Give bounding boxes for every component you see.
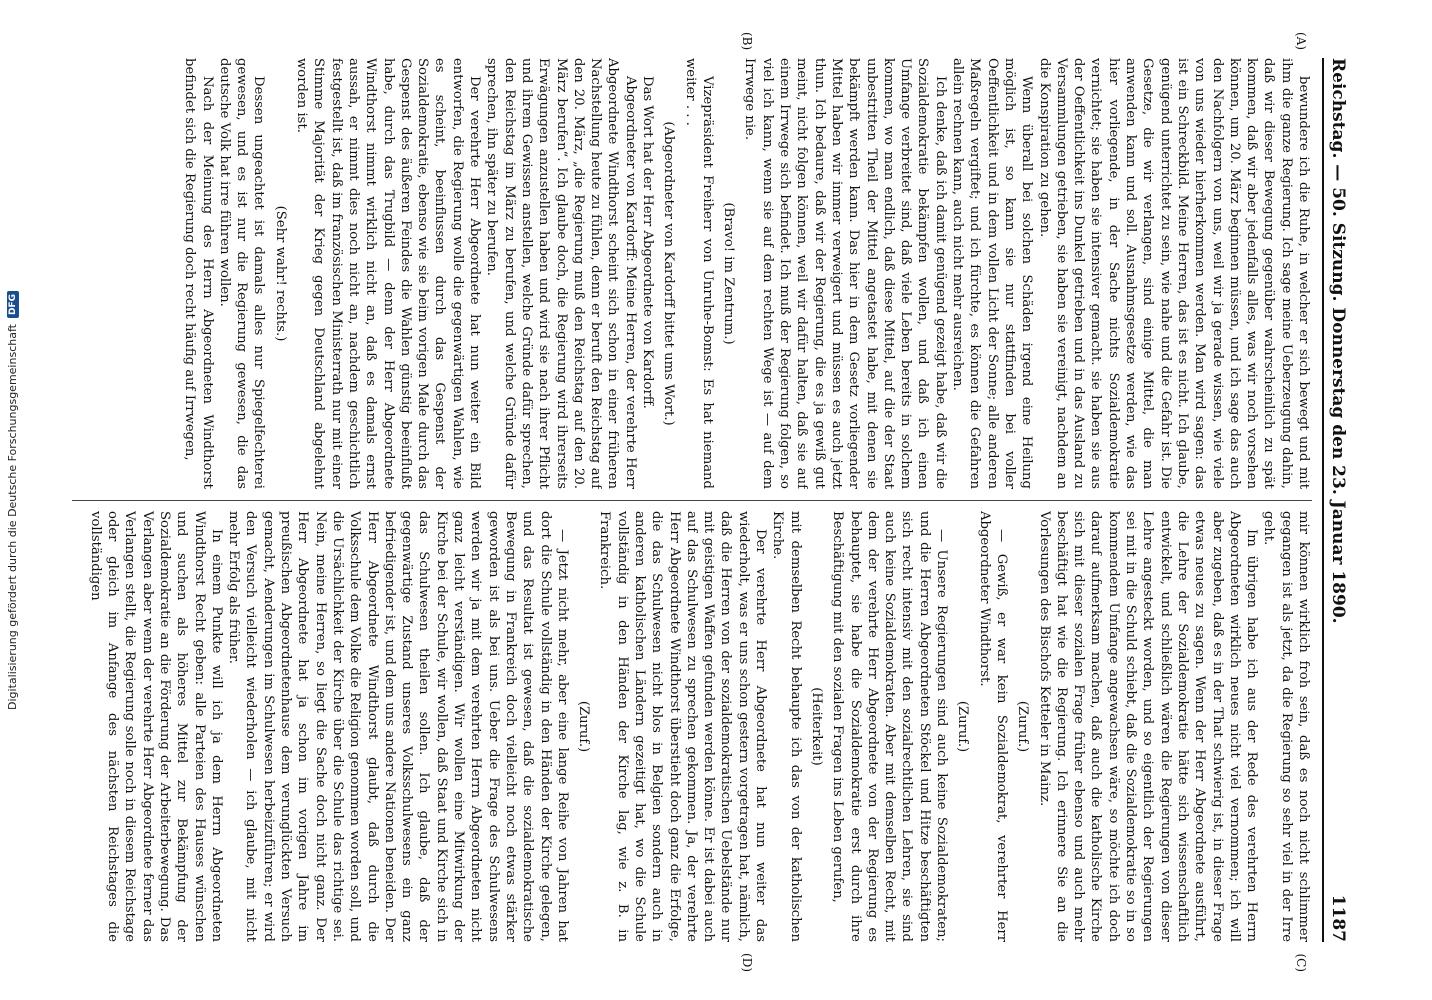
- paragraph: Der verehrte Herr Abgeordnete hat nun weiter das wiederholt, was er uns schon gestern vorgetragen hat, nämlich, daß die Herren von der sozialdemokratischen Uebelstände nur mit geistigen Waffen gefunden werden könne. Er ist dabei auch auf das Schulwesen zu sprechen gekommen. Ja, der verehrte Herr Abgeordnete Windthorst überstieht doch ganz die Erfolge, die das Schulwesen nicht blos in Belgien sondern auch in anderen katholischen Ländern gezeitigt hat, wo die Schule vollständig in den Händen der Kirche lag, wie z. B. in Frankreich.: [597, 511, 769, 942]
- speaker-paragraph: Vizepräsident Freiherr von Unruhe-Bomst: Es hat niemand weiter . . .: [682, 58, 715, 489]
- interjection: (Heiterkeit): [808, 687, 824, 766]
- header-title: Reichstag. — 50. Sitzung. Donnerstag den 23. Januar 1890.: [1328, 58, 1348, 624]
- speaker-paragraph: Abgeordneter von Kardorff: Meine Herren, der verehrte Herr Abgeordnete Windthorst scheint sich schon in einer früheren Nachstellung heute zu fühlen, denn er beruft den Reichstag auf den 20. März, „die Regierung muß den Reichstag auf den 20. März berufen“. Ich glaube doch, die Regierung wird ihrerseits Erwägungen anzustellen haben und wird sie nach ihrer Pflicht und ihrem Gewissen anstellen, welche Gründe dafür sprechen, den Reichstag im März zu berufen, und welche Gründe dafür sprechen, ihn später zu berufen.: [484, 58, 638, 489]
- marker-b: (B): [740, 32, 754, 51]
- interjection: (Zuruf.): [576, 700, 592, 753]
- paragraph: In einem Punkte will ich ja dem Herrn Abgeordneten Windthorst Recht geben: alle Parteien des Hauses wünschen und suchen als höheres Mittel zur Bekämpfung der Sozialdemokratie an die Förderung der Arbeiterbewegung. Das Verlangen aber wenn der verehrte Herr Abgeordnete ferner das Verlangen stellt, die Regierung solle noch in diesem Reichstage oder gleich im Anfange des nächsten Reichstages die vollständigen: [87, 511, 224, 942]
- page-number: 1187: [1328, 894, 1348, 942]
- paragraph: Im übrigen habe ich aus der Rede des verehrten Herrn Abgeordneten wirklich neues nicht viel vernommen; ich will aber zugeben, daß es in der That schwierig ist, in dieser Frage etwas neues zu sagen. Wenn der Herr Abgeordnete ausführt, die Lehre der Sozialdemokratie hätte sich wissenschaftlich entwickelt, und schließlich wären die Regierungen von dieser Lehre angesteckt worden, und so eigentlich der Regierungen sei mit in die Schuld schiebt, daß die Sozialdemokratie so in so kommendem Umfange angewachsen wäre, so möchte ich doch darauf aufmerksam machen, daß auch die katholische Kirche sich mit dieser sozialen Frage früher ebenso und auch mehr beschäftigt hat wie die Regierung. Ich erinnere Sie an die Vorlesungen des Bischofs Ketteler in Mainz.: [1036, 511, 1260, 942]
- page-header: [1322, 58, 1352, 942]
- text-columns: [72, 58, 1312, 942]
- paragraph: Dessen ungeachtet ist damals alles nur Spiegelfechterei gewesen, und es ist nur die Regierung gewesen, die das deutsche Volk hat irre führen wollen.: [216, 58, 267, 489]
- paragraph: — Unsere Regierungen sind auch keine Sozialdemokraten; und die Herren Abgeordneten Stöckel und Hitze beschäftigten sich recht intensiv mit den sozialrechtlichen Lehren, sie sind auch keine Sozialdemokraten. Aber mit demselben Recht, mit dem der verehrte Herr Abgeordnete von der Regierung es behauptet, sie habe die Sozialdemokratie erst durch ihre Beschäftigung mit den sozialen Fragen ins Leben gerufen,: [830, 511, 950, 942]
- interjection: (Sehr wahr! rechts.): [272, 205, 288, 342]
- marker-c: (C): [1294, 953, 1308, 972]
- footer-text-wrap: [6, 291, 19, 710]
- paragraph: — Jetzt nicht mehr, aber eine lange Reihe von Jahren hat dort die Schule vollständig in den Händen der Kirche gelegen, und das Resultat ist gewesen, daß die sozialdemokratische Bewegung in Frankreich doch vielleicht noch etwas stärker geworden ist als bei uns. Ueber die Frage des Schulwesens werden wir ja mit dem verehrten Herrn Abgeordneten nicht ganz leicht verständigen. Wir wollen eine Mitwirkung der Kirche bei der Schule, wir wollen, daß Staat und Kirche sich in das Schulwesen theilen sollen. Ich glaube, daß der gegenwärtige Zustand unseres Volksschulwesens ein ganz befriedigender ist, und dem uns andere Nationen beneiden. Der Herr Abgeordnete Windthorst glaubt, daß durch die Volksschule dem Volke die Religion genommen worden soll, und die Ursächlichkeit der Kirche über die Schule das richtige sei. Nein, meine Herren, so liegt die Sache doch nicht ganz. Der Herr Abgeordnete hat ja schon im vorigen Jahre im preußischen Abgeordnetenhause dem verunglückten Versuch gemacht, Aenderungen im Schulwesen herbeizuführen; er wird den Versuch vielleicht wiederholen — ich glaube, mit nicht mehr Erfolg als früher.: [226, 511, 570, 942]
- paragraph: mir können wirklich froh sein, daß es noch nicht schlimmer gegangen ist als jetzt, da die Regierung so sehr viel in der Irre geht.: [1261, 511, 1311, 942]
- digitization-footer: [0, 0, 24, 1000]
- paragraph: mit demselben Recht behaupte ich das von der katholischen Kirche.: [770, 511, 803, 942]
- paragraph: Das Wort hat der Herr Abgeordnete von Kardorff.: [640, 76, 656, 409]
- right-column: [72, 511, 1312, 942]
- paragraph: Nach der Meinung des Herrn Abgeordneten Windthorst befindet sich die Regierung doch recht häufig auf Irrwegen,: [182, 58, 215, 489]
- document-page: [58, 20, 1374, 980]
- marker-a: (A): [1294, 32, 1308, 51]
- dfg-logo: DFG: [6, 291, 18, 318]
- paragraph: Ich denke, daß ich damit genügend gezeigt habe, daß wir die Sozialdemokratie bekämpfen wollen, und daß ich einen Umfange verbreitet sind, daß viele Leben bereits in solchem kommen, wo man endlich, daß diese Mittel, auf die der Staat unbestritten Theil der Mittel angetastet habe, mit denen sie bekämpft werden kann. Das hier in dem Gesetz vorliegender Mittel haben wir immer verweigert und müssen es auch jetzt thun. Ich bedaure, daß wir der Regierung, die es ja gewiß gut meint, nicht folgen können, weil wir dafür halten, daß sie auf einem Irrwege sich befindet. Ich muß der Regierung folgen, so viel ich kann, wenn sie auf dem rechten Wege ist — auf dem Irrwege nie.: [742, 58, 948, 489]
- interjection: (Abgeordneter von Kardorff bittet ums Wort.): [661, 121, 677, 426]
- interjection: (Bravo! im Zentrum.): [721, 202, 737, 345]
- interjection: (Zuruf.): [955, 700, 971, 753]
- marker-d: (D): [740, 953, 754, 972]
- paragraph: bewundere ich die Ruhe, in welcher er sich bewegt und mit ihm die ganze Regierung. Ich sage meine Ueberzeugung dahin, daß wir dieser Bewegung gegenüber wahrscheinlich zu spät kommen, daß wir aber jedenfalls alles, was wir noch vorsehen können, um 20. März beginnen müssen, und ich sage das auch den Nachfolgern von uns, weil wir ja gerade wissen, wie viele von uns wieder hierherkommen werden. Man wird sagen: das ist ein Schreckbild. Meine Herren, das ist es nicht. Ich glaube, genügend unterrichtet zu sein, wie nahe und die Gefahr ist. Die Gesetze, die wir verlangen, sind einige Mittel, die man anwenden kann und soll. Ausnahmsgesetze werden, wie das hier vorliegende, in der Sache nichts Sozialdemokratie vernichtet; sie haben sie intensiver gemacht. sie haben sie aus der Oeffentlichkeit ins Dunkel getrieben und in das Ausland zu Versammlungen getrieben, sie haben sie vereinigt, nachdem an die Konspiration zu gehen.: [1036, 58, 1311, 489]
- paragraph: Der verehrte Herr Abgeordnete hat nun weiter ein Bild entworfen, die Regierung wolle die gegenwärtigen Wahlen, wie es scheint, beeinflussen durch das Gespenst der Sozialdemokratie, ebenso wie sie beim vorigen Male durch das Gespenst des äußeren Feindes die Wahlen günstig beeinflußt habe, durch das Trugbild — denn der Herr Abgeordnete Windthorst nimmt wirklich nicht an, daß es damals ernst aussah, er nimmt dies noch nicht an, nachdem geschichtlich festgestellt ist, daß im französischen Ministerrath nur mit einer Stimme Majorität der Krieg gegen Deutschland abgelehnt worden ist.: [294, 58, 483, 489]
- left-column: [72, 58, 1312, 489]
- paragraph: — Gewiß, er war kein Sozialdemokrat, verehrter Herr Abgeordneter Windthorst.: [976, 511, 1009, 942]
- interjection: (Zuruf.): [1015, 700, 1031, 753]
- paragraph: Wenn überall bei solchen Schäden irgend eine Heilung möglich ist, so kann sie nur stattfinden bei voller Oeffentlichkeit und in dem vollen Licht der Sonne; alle anderen Maßregeln vergiftet; und ich fürchte, es können die Gefahren allein rechnen kann, auch nicht mehr ausreichen.: [950, 58, 1035, 489]
- footer-text: Digitalisierung gefördert durch die Deutsche Forschungsgemeinschaft: [5, 323, 19, 710]
